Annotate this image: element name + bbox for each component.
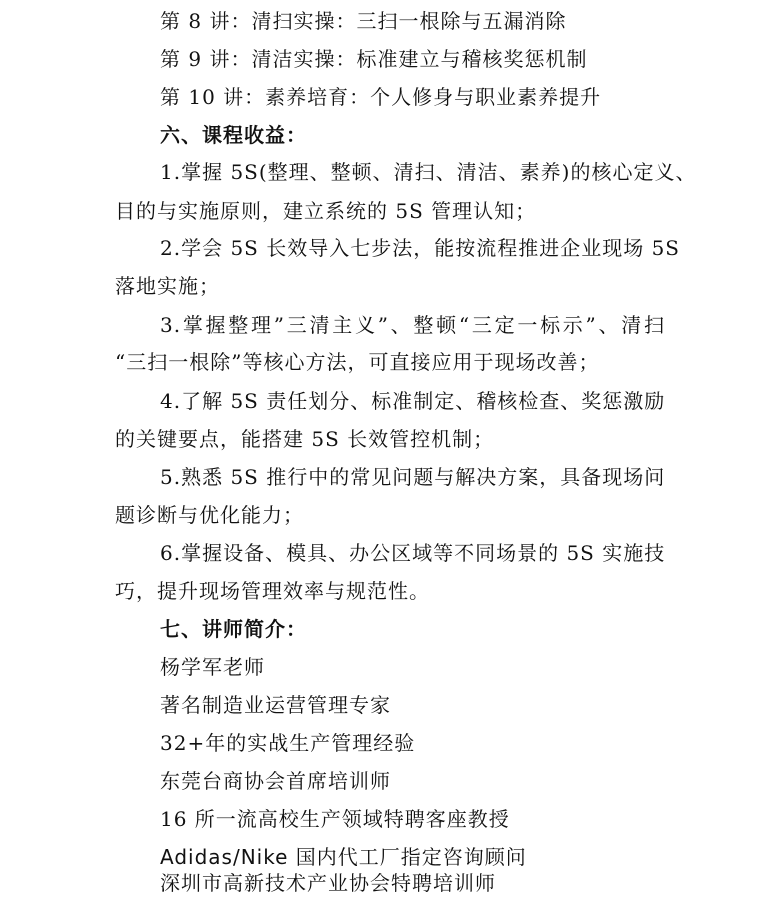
lecture-9: 第 9 讲：清洁实操：标准建立与稽核奖惩机制 (160, 47, 588, 71)
benefit-6-line-1: 6.掌握设备、模具、办公区域等不同场景的 5S 实施技 (160, 541, 666, 565)
instructor-professorship: 16 所一流高校生产领域特聘客座教授 (160, 807, 510, 831)
benefit-6-line-2: 巧，提升现场管理效率与规范性。 (115, 579, 430, 603)
instructor-title: 著名制造业运营管理专家 (160, 693, 391, 717)
instructor-name: 杨学军老师 (160, 655, 265, 679)
benefit-4-line-2: 的关键要点，能搭建 5S 长效管控机制； (115, 427, 495, 451)
benefit-4-line-1: 4.了解 5S 责任划分、标准制定、稽核检查、奖惩激励 (160, 389, 666, 413)
lecture-10: 第 10 讲：素养培育：个人修身与职业素养提升 (160, 85, 602, 109)
instructor-consultant: Adidas/Nike 国内代工厂指定咨询顾问 (160, 845, 527, 869)
benefit-5-line-1: 5.熟悉 5S 推行中的常见问题与解决方案，具备现场问 (160, 465, 666, 489)
benefit-3-line-1: 3.掌握整理”三清主义”、整顿“三定一标示”、清扫 (160, 313, 665, 337)
lecture-8: 第 8 讲：清扫实操：三扫一根除与五漏消除 (160, 9, 567, 33)
benefit-2-line-1: 2.学会 5S 长效导入七步法，能按流程推进企业现场 5S (160, 236, 681, 260)
instructor-association: 东莞台商协会首席培训师 (160, 769, 391, 793)
instructor-trainer: 深圳市高新技术产业协会特聘培训师 (160, 871, 496, 895)
section-6-heading: 六、课程收益： (160, 123, 307, 147)
instructor-experience: 32+年的实战生产管理经验 (160, 731, 416, 755)
benefit-3-line-2: “三扫一根除”等核心方法，可直接应用于现场改善； (115, 350, 600, 374)
benefit-5-line-2: 题诊断与优化能力； (115, 503, 304, 527)
benefit-1-line-2: 目的与实施原则，建立系统的 5S 管理认知； (115, 199, 537, 223)
benefit-2-line-2: 落地实施； (115, 274, 220, 298)
benefit-1-line-1: 1.掌握 5S(整理、整顿、清扫、清洁、素养)的核心定义、 (160, 160, 697, 184)
section-7-heading: 七、讲师简介： (160, 617, 307, 641)
